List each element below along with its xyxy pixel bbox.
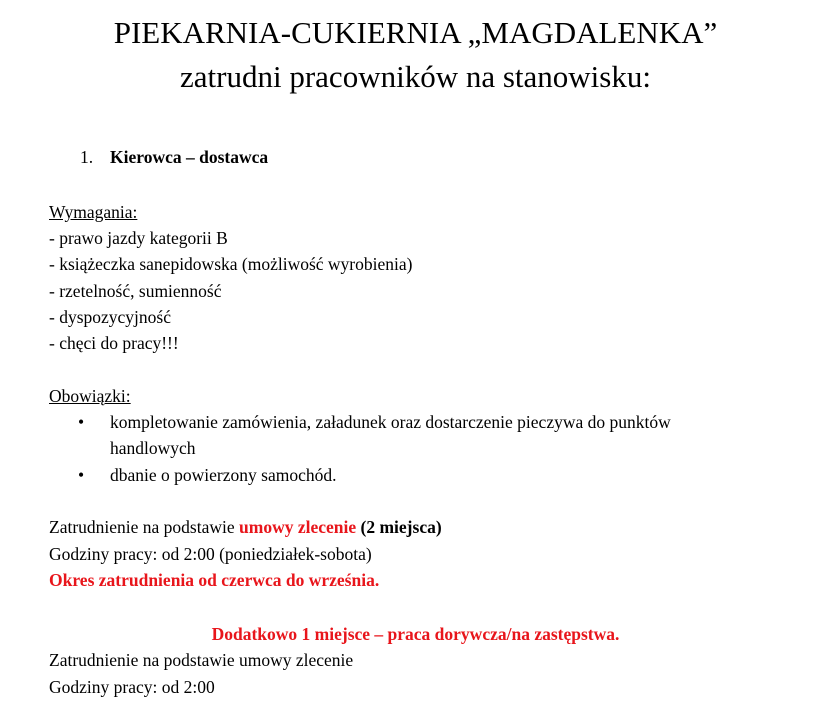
bullet-icon: • (78, 412, 85, 432)
requirement-item: - dyspozycyjność (49, 307, 171, 327)
contract-type: umowy zlecenie (239, 517, 357, 537)
contract-count: (2 miejsca) (356, 517, 442, 537)
duty-item-continuation: handlowych (110, 438, 196, 458)
extra-headline: Dodatkowo 1 miejsce – praca dorywcza/na zastępstwa. (211, 624, 620, 644)
duty-item: dbanie o powierzony samochód. (110, 465, 337, 485)
requirement-item: - chęci do pracy!!! (49, 333, 179, 353)
extra-hours: Godziny pracy: od 2:00 (49, 677, 215, 697)
employment-period: Okres zatrudnienia od czerwca do września. (49, 570, 380, 590)
position-number: 1. (80, 147, 94, 167)
requirement-item: - rzetelność, sumienność (49, 281, 222, 301)
requirement-item: - książeczka sanepidowska (możliwość wyrobienia) (49, 254, 413, 274)
document-subtitle: zatrudni pracowników na stanowisku: (180, 59, 651, 94)
contract-line (49, 517, 442, 537)
bullet-icon: • (78, 465, 85, 485)
working-hours: Godziny pracy: od 2:00 (poniedziałek-sobota) (49, 544, 372, 564)
duties-heading: Obowiązki: (49, 386, 131, 406)
contract-prefix: Zatrudnienie na podstawie (49, 517, 240, 537)
position-name: Kierowca – dostawca (110, 147, 269, 167)
requirements-heading: Wymagania: (49, 202, 138, 222)
requirement-item: - prawo jazdy kategorii B (49, 228, 228, 248)
document-title: PIEKARNIA-CUKIERNIA „MAGDALENKA” (113, 15, 718, 50)
duty-item: kompletowanie zamówienia, załadunek oraz dostarczenie pieczywa do punktów (110, 412, 671, 432)
extra-contract: Zatrudnienie na podstawie umowy zlecenie (49, 650, 354, 670)
